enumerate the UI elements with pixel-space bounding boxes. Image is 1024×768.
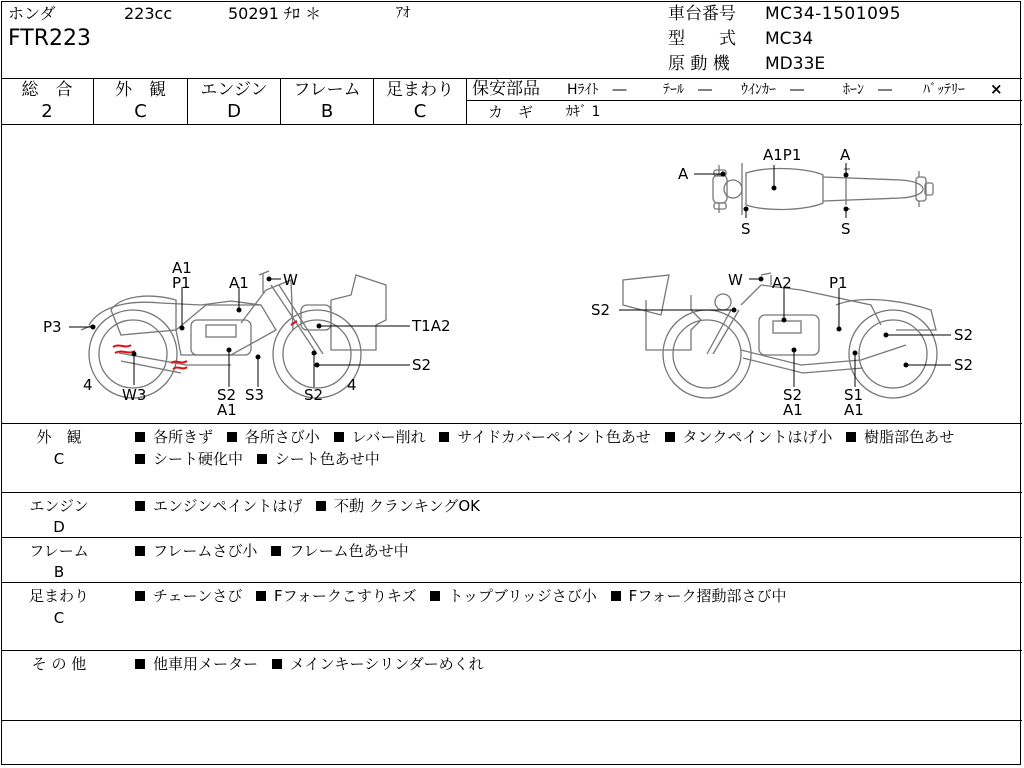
diagram-label: 4 xyxy=(347,376,357,394)
note-item-text: レバー削れ xyxy=(351,428,426,446)
divider xyxy=(466,78,467,124)
note-item-text: チェーンさび xyxy=(153,587,243,605)
diagram-label: W3 xyxy=(122,386,147,404)
bullet-icon xyxy=(135,591,145,601)
bullet-icon xyxy=(611,591,621,601)
note-grade-exterior: C xyxy=(53,450,65,468)
color: ｱｵ xyxy=(396,5,410,21)
diagram-label: P1 xyxy=(172,274,191,292)
note-item xyxy=(665,428,833,446)
note-item xyxy=(135,587,242,605)
note-item xyxy=(611,587,787,605)
bullet-icon xyxy=(256,591,266,601)
note-item-text: Fフォークこすりキズ xyxy=(274,587,417,605)
divider xyxy=(1,423,1022,424)
safety-headlight: Hﾗｲﾄ ― xyxy=(567,82,627,98)
grade-suspension-value: C xyxy=(413,101,427,122)
bullet-icon xyxy=(439,432,449,442)
diagram-label: A xyxy=(840,146,851,164)
diagram-label: A1 xyxy=(844,401,864,419)
bullet-icon xyxy=(846,432,856,442)
note-items-engine xyxy=(135,495,1015,517)
bullet-icon xyxy=(316,501,326,511)
safety-battery: ﾊﾞｯﾃﾘｰ xyxy=(923,82,965,98)
bullet-icon xyxy=(135,501,145,511)
diagram-label: S2 xyxy=(954,356,974,374)
grade-frame-label: フレーム xyxy=(293,80,361,100)
note-item xyxy=(272,655,484,673)
diagram-label: A2 xyxy=(772,274,792,292)
bullet-icon xyxy=(272,659,282,669)
note-item-text: フレームさび小 xyxy=(153,542,258,560)
note-item-text: シート色あせ中 xyxy=(274,450,380,468)
key-value: ｶｷﾞ 1 xyxy=(566,104,601,120)
note-item xyxy=(430,587,596,605)
note-item xyxy=(135,428,213,446)
note-item-text: 各所きず xyxy=(153,428,214,446)
engine-value: MD33E xyxy=(765,54,826,74)
note-item-text: シート硬化中 xyxy=(153,450,244,468)
model-name: FTR223 xyxy=(8,26,91,51)
note-item xyxy=(439,428,651,446)
note-item-text: 他車用メーター xyxy=(153,655,259,673)
note-item xyxy=(227,428,320,446)
grade-exterior-label: 外 観 xyxy=(115,80,166,100)
note-item xyxy=(334,428,426,446)
displacement: 223cc xyxy=(124,4,173,23)
grade-total-value: 2 xyxy=(41,101,53,122)
key-label: カ ギ xyxy=(488,103,534,121)
diagram-label: A1 xyxy=(172,259,192,277)
note-item xyxy=(135,655,258,673)
note-items-other xyxy=(135,653,1015,675)
diagram-label: W xyxy=(283,271,298,289)
diagram-label: T1A2 xyxy=(412,317,451,335)
note-category-engine: エンジン xyxy=(29,497,89,515)
note-item-text: 各所さび小 xyxy=(244,428,320,446)
divider xyxy=(1,492,1022,493)
note-item-text: エンジンペイントはげ xyxy=(153,497,303,515)
safety-horn: ﾎｰﾝ ― xyxy=(843,82,892,98)
note-item xyxy=(135,450,243,468)
diagram-label: S2 xyxy=(591,301,611,319)
grade-engine-label: エンジン xyxy=(200,80,268,100)
diagram-label: A xyxy=(678,165,689,183)
grade-frame-value: B xyxy=(320,101,334,122)
note-category-frame: フレーム xyxy=(29,542,89,560)
diagram-label: A1 xyxy=(783,401,803,419)
number-plate: 50291 ﾁﾛ ＊ xyxy=(228,4,322,23)
safety-winker: ｳｲﾝｶｰ ― xyxy=(741,82,804,98)
divider xyxy=(1,582,1022,583)
diagram-label: 4 xyxy=(83,376,93,394)
note-item xyxy=(135,542,257,560)
type-label: 型 式 xyxy=(668,29,736,49)
engine-label: 原 動 機 xyxy=(668,54,730,74)
note-item xyxy=(135,497,302,515)
diagram-label: S1 xyxy=(844,386,864,404)
divider xyxy=(1,720,1022,721)
note-items-frame xyxy=(135,540,1015,562)
damage-mark-muffler xyxy=(113,321,297,369)
diagram-label: A1P1 xyxy=(763,146,802,164)
battery-missing-mark: × xyxy=(990,80,1003,98)
diagram-label: S2 xyxy=(217,386,237,404)
maker: ホンダ xyxy=(8,4,56,23)
diagram-label: S xyxy=(841,220,851,238)
safety-label: 保安部品 xyxy=(472,79,540,99)
grade-total-label: 総 合 xyxy=(21,80,73,100)
note-category-suspension: 足まわり xyxy=(28,587,89,605)
grade-suspension-label: 足まわり xyxy=(386,80,454,100)
diagram-label: P1 xyxy=(829,274,848,292)
note-item-text: メインキーシリンダーめくれ xyxy=(289,655,484,673)
bullet-icon xyxy=(665,432,675,442)
note-item xyxy=(846,428,954,446)
damage-diagram xyxy=(1,125,1023,423)
diagram-label: S2 xyxy=(954,326,974,344)
diagram-label: S xyxy=(741,220,751,238)
note-item xyxy=(271,542,408,560)
note-item-text: 樹脂部色あせ xyxy=(864,428,955,446)
diagram-label: S2 xyxy=(412,356,432,374)
divider xyxy=(467,100,1022,101)
diagram-label: P3 xyxy=(43,318,62,336)
note-item xyxy=(257,450,380,468)
grade-exterior-value: C xyxy=(134,101,147,122)
bullet-icon xyxy=(430,591,440,601)
note-item-text: Fフォーク摺動部さび中 xyxy=(628,587,787,605)
note-category-other: そ の 他 xyxy=(31,655,87,673)
diagram-label: W xyxy=(728,271,743,289)
safety-tail: ﾃｰﾙ ― xyxy=(663,82,712,98)
note-items-exterior xyxy=(135,426,1015,470)
note-item-text: タンクペイントはげ小 xyxy=(682,428,833,446)
note-item-text: フレーム色あせ中 xyxy=(289,542,409,560)
grade-engine-value: D xyxy=(227,101,241,122)
bullet-icon xyxy=(227,432,237,442)
note-item xyxy=(316,497,480,515)
bullet-icon xyxy=(257,454,267,464)
diagram-label: S2 xyxy=(304,386,324,404)
bullet-icon xyxy=(135,546,145,556)
bullet-icon xyxy=(135,432,145,442)
note-items-suspension xyxy=(135,585,1015,607)
bullet-icon xyxy=(135,454,145,464)
note-item-text: トップブリッジさび小 xyxy=(448,587,597,605)
bullet-icon xyxy=(334,432,344,442)
bullet-icon xyxy=(271,546,281,556)
type-value: MC34 xyxy=(765,29,814,49)
divider xyxy=(1,537,1022,538)
divider xyxy=(1,650,1022,651)
note-item xyxy=(256,587,417,605)
note-item-text: サイドカバーペイント色あせ xyxy=(457,428,651,446)
diagram-label: A1 xyxy=(217,401,237,419)
note-grade-suspension: C xyxy=(53,609,65,627)
note-grade-frame: B xyxy=(53,563,65,581)
frame-no: MC34-1501095 xyxy=(765,4,902,24)
bullet-icon xyxy=(135,659,145,669)
note-category-exterior: 外 観 xyxy=(36,428,82,446)
diagram-label: S3 xyxy=(245,386,265,404)
note-item-text: 不動 クランキングOK xyxy=(334,497,481,515)
diagram-label: S2 xyxy=(783,386,803,404)
diagram-label: A1 xyxy=(229,274,249,292)
note-grade-engine: D xyxy=(53,518,65,536)
frame-no-label: 車台番号 xyxy=(668,4,736,24)
